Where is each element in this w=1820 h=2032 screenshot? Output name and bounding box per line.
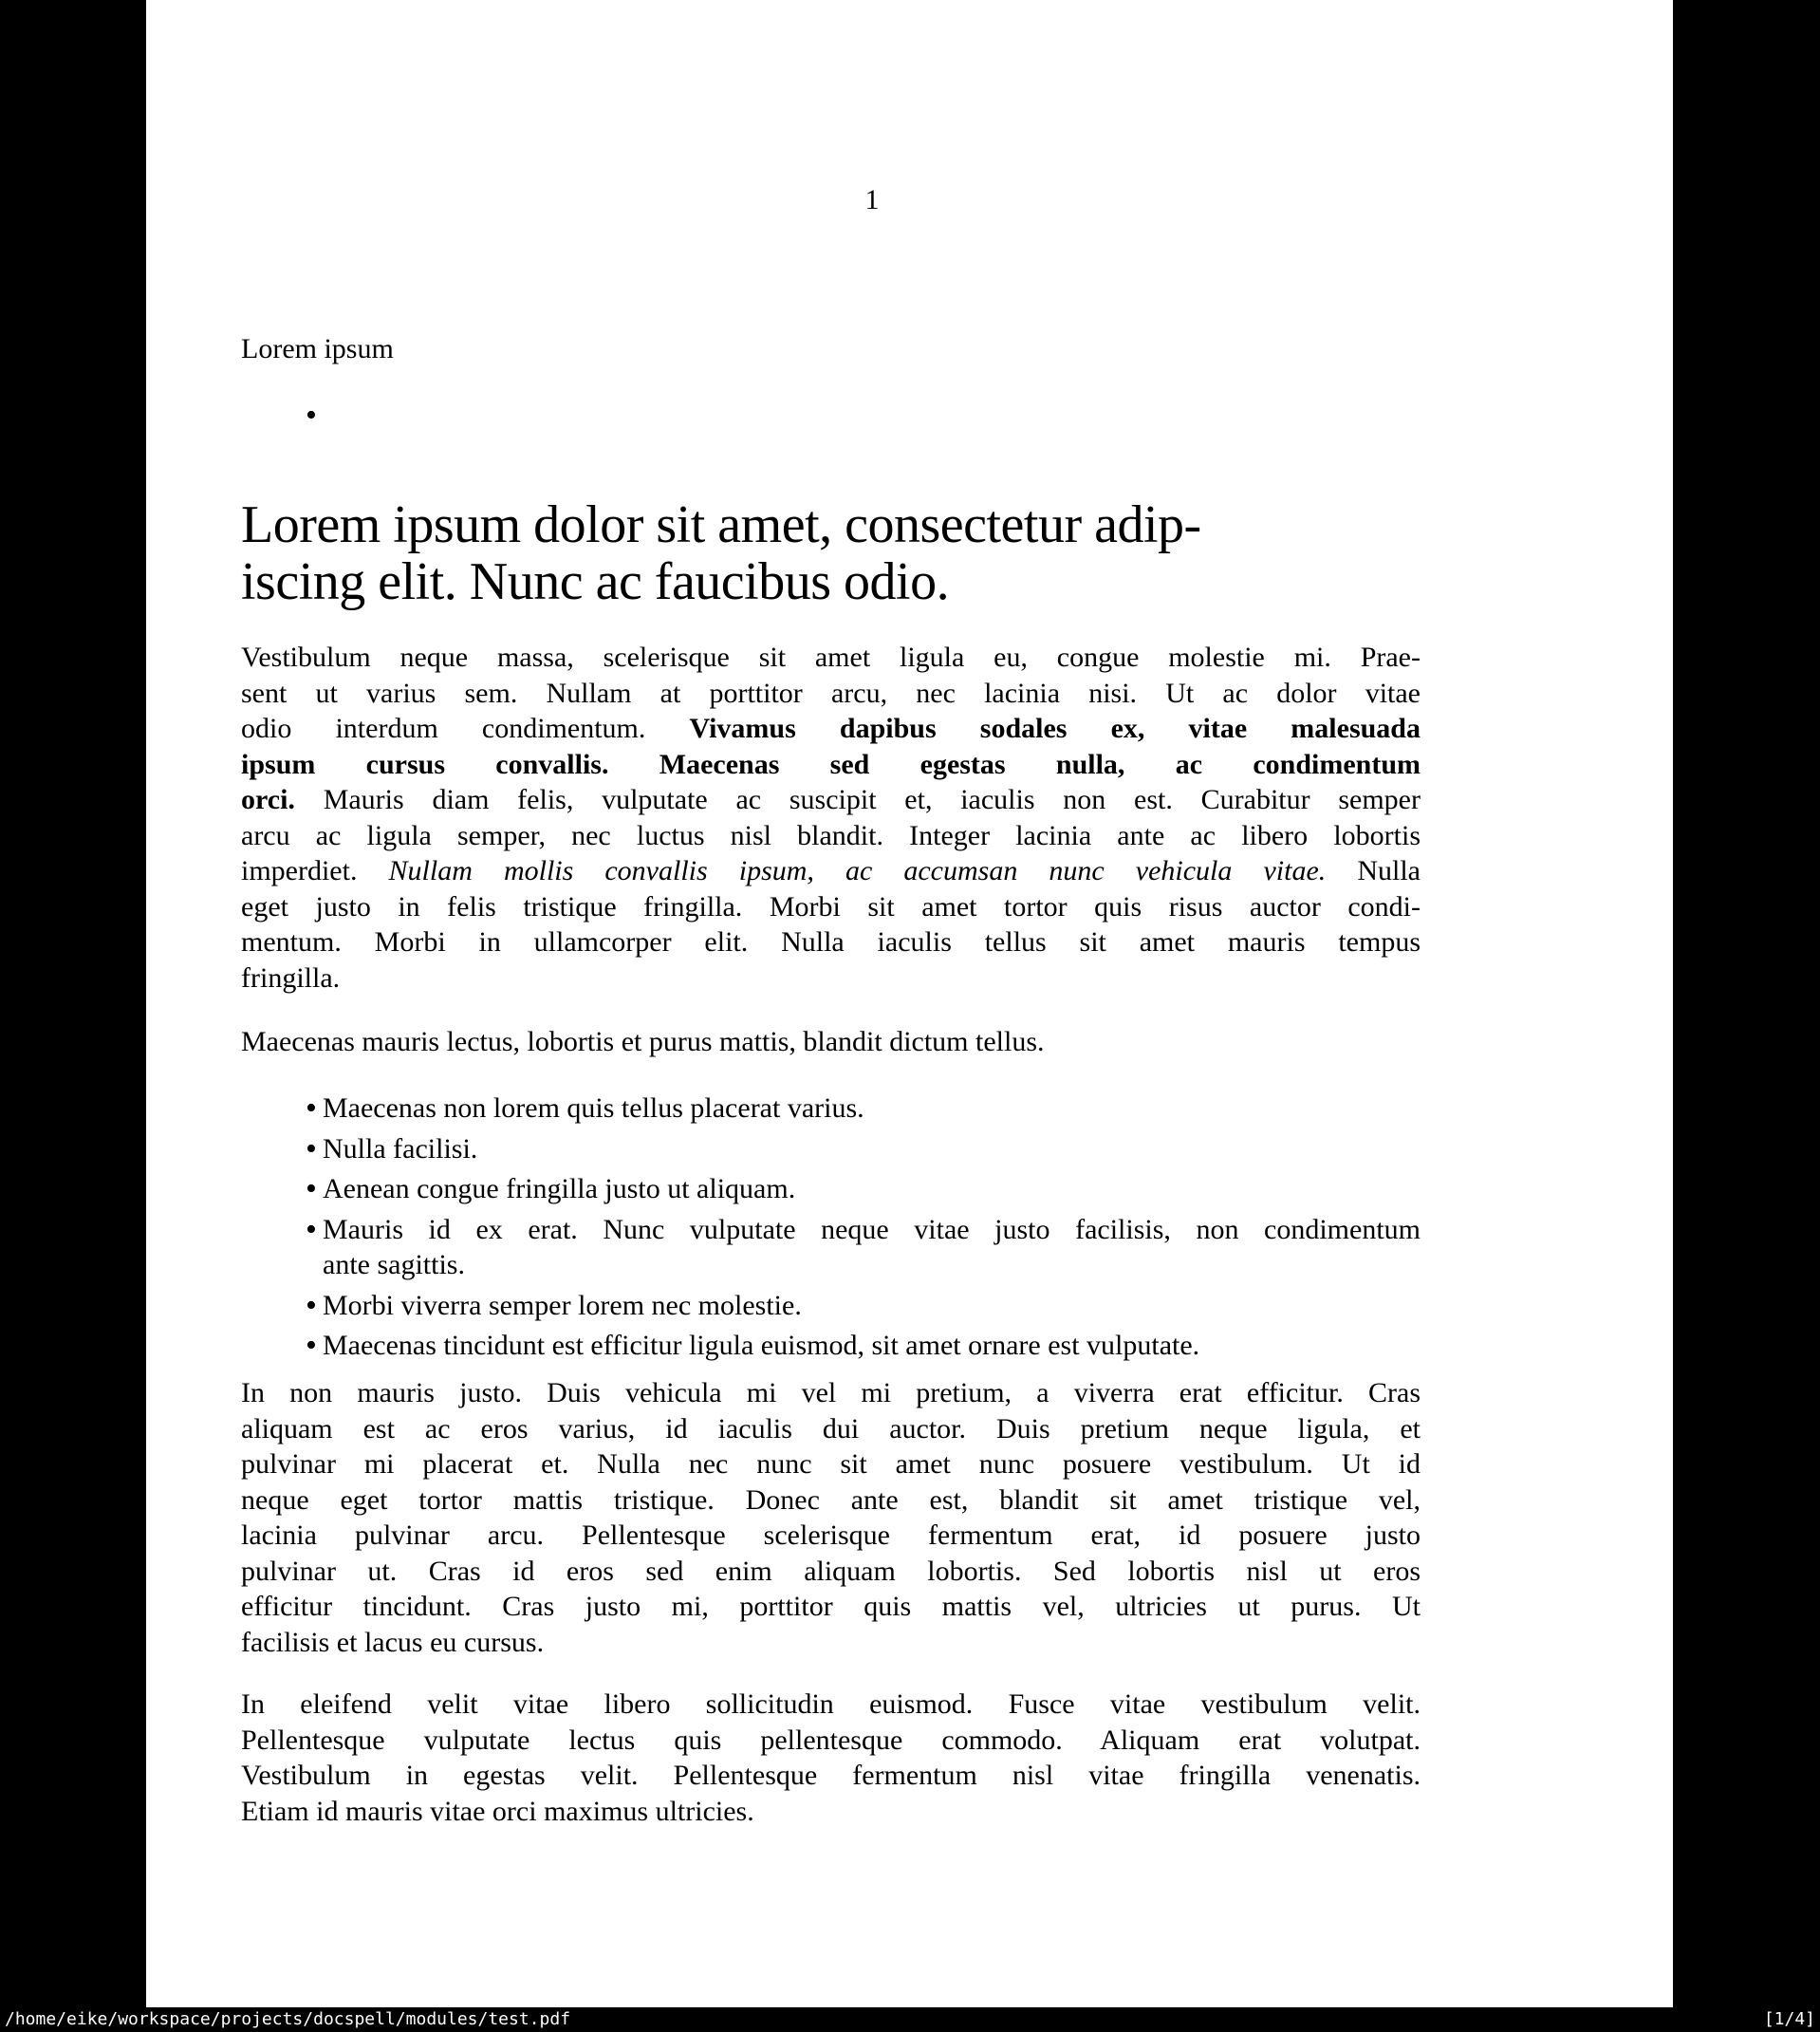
- bullet-icon: •: [306, 1091, 317, 1126]
- text-segment: neque eget tortor mattis tristique. Donec ante est, blandit sit amet tristique vel,: [241, 1483, 1421, 1516]
- text-segment: orci.: [241, 784, 295, 815]
- text-segment: Mauris diam felis, vulputate ac suscipit et, iaculis non est. Curabitur semper: [294, 784, 1421, 815]
- bullet-icon: •: [306, 398, 317, 433]
- paragraph-line: [241, 1482, 1421, 1519]
- paragraph-line: [241, 924, 1421, 960]
- list-item-line: [323, 1288, 1421, 1324]
- page-indicator: [1/4]: [1763, 2009, 1815, 2029]
- paragraph-line: [241, 1554, 1421, 1590]
- text-segment: facilisis et lacus eu cursus.: [241, 1626, 545, 1658]
- text-line: [241, 1024, 1421, 1060]
- status-bar: [0, 2007, 1820, 2032]
- paragraph-line: [241, 1794, 1421, 1830]
- text-segment: Lorem ipsum: [241, 333, 394, 364]
- text-segment: Vestibulum neque massa, scelerisque sit amet ligula eu, congue molestie mi. Prae-: [241, 642, 1421, 673]
- text-segment: fringilla.: [241, 961, 341, 994]
- paragraph-2: [241, 1024, 1421, 1060]
- text-segment: ante sagittis.: [323, 1249, 465, 1280]
- list-item: [241, 1171, 1421, 1207]
- list-item: [241, 1131, 1421, 1167]
- page-content: [241, 0, 1421, 2007]
- text-segment: Lorem ipsum dolor sit amet, consectetur adip-: [241, 495, 1201, 554]
- heading-line: [241, 553, 1421, 610]
- list-item: [241, 1212, 1421, 1283]
- text-segment: Etiam id mauris vitae orci maximus ultricies.: [241, 1795, 754, 1827]
- intro-line: [241, 331, 1421, 367]
- text-segment: arcu ac ligula semper, nec luctus nisl blandit. Integer lacinia ante ac libero lobortis: [241, 819, 1421, 851]
- text-segment: eget justo in felis tristique fringilla. Morbi sit amet tortor quis risus auctor condi-: [241, 890, 1421, 923]
- empty-bullet-item: [241, 398, 1421, 434]
- list-item-line: [323, 1212, 1421, 1248]
- text-segment: Aenean congue fringilla justo ut aliquam.: [323, 1173, 796, 1204]
- text-line: [241, 331, 1421, 367]
- bullet-icon: •: [306, 1328, 317, 1363]
- paragraph-line: [241, 782, 1421, 818]
- paragraph-line: [241, 1625, 1421, 1661]
- paragraph-line: [241, 1411, 1421, 1447]
- text-segment: Nullam mollis convallis ipsum, ac accumsan nunc vehicula vitae.: [388, 855, 1327, 886]
- text-segment: Morbi viverra semper lorem nec molestie.: [323, 1289, 802, 1321]
- text-segment: Vivamus dapibus sodales ex, vitae malesuada: [689, 713, 1421, 744]
- paragraph-line: [241, 1758, 1421, 1794]
- text-segment: In eleifend velit vitae libero sollicitudin euismod. Fusce vitae vestibulum velit.: [241, 1688, 1421, 1720]
- text-segment: aliquam est ac eros varius, id iaculis dui auctor. Duis pretium neque ligula, et: [241, 1412, 1421, 1445]
- list-item-line: [323, 1171, 1421, 1207]
- pdf-page: [146, 0, 1673, 2007]
- list-item: [241, 1288, 1421, 1324]
- bullet-icon: •: [306, 1211, 317, 1247]
- text-segment: imperdiet.: [241, 855, 389, 886]
- bullet-icon: •: [306, 1287, 317, 1323]
- text-segment: Vestibulum in egestas velit. Pellentesque fermentum nisl vitae fringilla venenatis.: [241, 1760, 1421, 1791]
- file-path: /home/eike/workspace/projects/docspell/modules/test.pdf: [5, 2009, 571, 2029]
- paragraph-line: [241, 711, 1421, 747]
- text-segment: mentum. Morbi in ullamcorper elit. Nulla iaculis tellus sit amet mauris tempus: [241, 926, 1421, 958]
- text-segment: sent ut varius sem. Nullam at porttitor arcu, nec lacinia nisi. Ut ac dolor vitae: [241, 677, 1421, 709]
- text-segment: efficitur tincidunt. Cras justo mi, porttitor quis mattis vel, ultricies ut purus. Ut: [241, 1591, 1421, 1622]
- list-item-line: [323, 1091, 1421, 1127]
- paragraph-3: [241, 1375, 1421, 1660]
- text-segment: pulvinar ut. Cras id eros sed enim aliquam lobortis. Sed lobortis nisl ut eros: [241, 1555, 1421, 1587]
- paragraph-line: [241, 640, 1421, 676]
- text-segment: odio interdum condimentum.: [241, 713, 690, 744]
- list-item-line: [323, 1328, 1421, 1364]
- paragraph-4: [241, 1687, 1421, 1829]
- text-segment: Maecenas mauris lectus, lobortis et purus mattis, blandit dictum tellus.: [241, 1026, 1045, 1057]
- text-segment: Maecenas non lorem quis tellus placerat varius.: [323, 1092, 864, 1124]
- empty-list-item: [241, 398, 1421, 434]
- text-segment: lacinia pulvinar arcu. Pellentesque scelerisque fermentum erat, id posuere justo: [241, 1519, 1421, 1551]
- text-segment: iscing elit. Nunc ac faucibus odio.: [241, 552, 950, 611]
- paragraph-line: [241, 676, 1421, 712]
- text-segment: Maecenas tincidunt est efficitur ligula euismod, sit amet ornare est vulputate.: [323, 1330, 1200, 1361]
- bullet-icon: •: [306, 1130, 317, 1166]
- list-item-line: [323, 1247, 1421, 1283]
- paragraph-line: [241, 1375, 1421, 1411]
- paragraph-line: [241, 889, 1421, 925]
- bullet-list: [241, 1091, 1421, 1369]
- text-segment: ipsum cursus convallis. Maecenas sed egestas nulla, ac condimentum: [241, 748, 1421, 780]
- paragraph-line: [241, 1687, 1421, 1723]
- paragraph-line: [241, 818, 1421, 854]
- text-segment: Nulla: [1326, 855, 1421, 886]
- paragraph-line: [241, 1446, 1421, 1482]
- list-item: [241, 1091, 1421, 1127]
- text-segment: Pellentesque vulputate lectus quis pellentesque commodo. Aliquam erat volutpat.: [241, 1724, 1421, 1756]
- paragraph-line: [241, 1723, 1421, 1759]
- paragraph-line: [241, 853, 1421, 889]
- text-segment: In non mauris justo. Duis vehicula mi vel mi pretium, a viverra erat efficitur. Cras: [241, 1377, 1421, 1408]
- text-segment: Nulla facilisi.: [323, 1132, 478, 1165]
- list-item-line: [323, 1131, 1421, 1167]
- paragraph-line: [241, 1518, 1421, 1554]
- page-number: 1: [864, 184, 880, 215]
- text-segment: Mauris id ex erat. Nunc vulputate neque vitae justo facilisis, non condimentum: [323, 1213, 1421, 1245]
- list-item: [241, 1328, 1421, 1364]
- heading-line: [241, 496, 1421, 553]
- paragraph-line: [241, 960, 1421, 997]
- document-title: [241, 496, 1421, 610]
- paragraph-line: [241, 747, 1421, 783]
- bullet-icon: •: [306, 1171, 317, 1206]
- paragraph-line: [241, 1589, 1421, 1625]
- text-segment: pulvinar mi placerat et. Nulla nec nunc sit amet nunc posuere vestibulum. Ut id: [241, 1448, 1421, 1480]
- paragraph-1: [241, 640, 1421, 996]
